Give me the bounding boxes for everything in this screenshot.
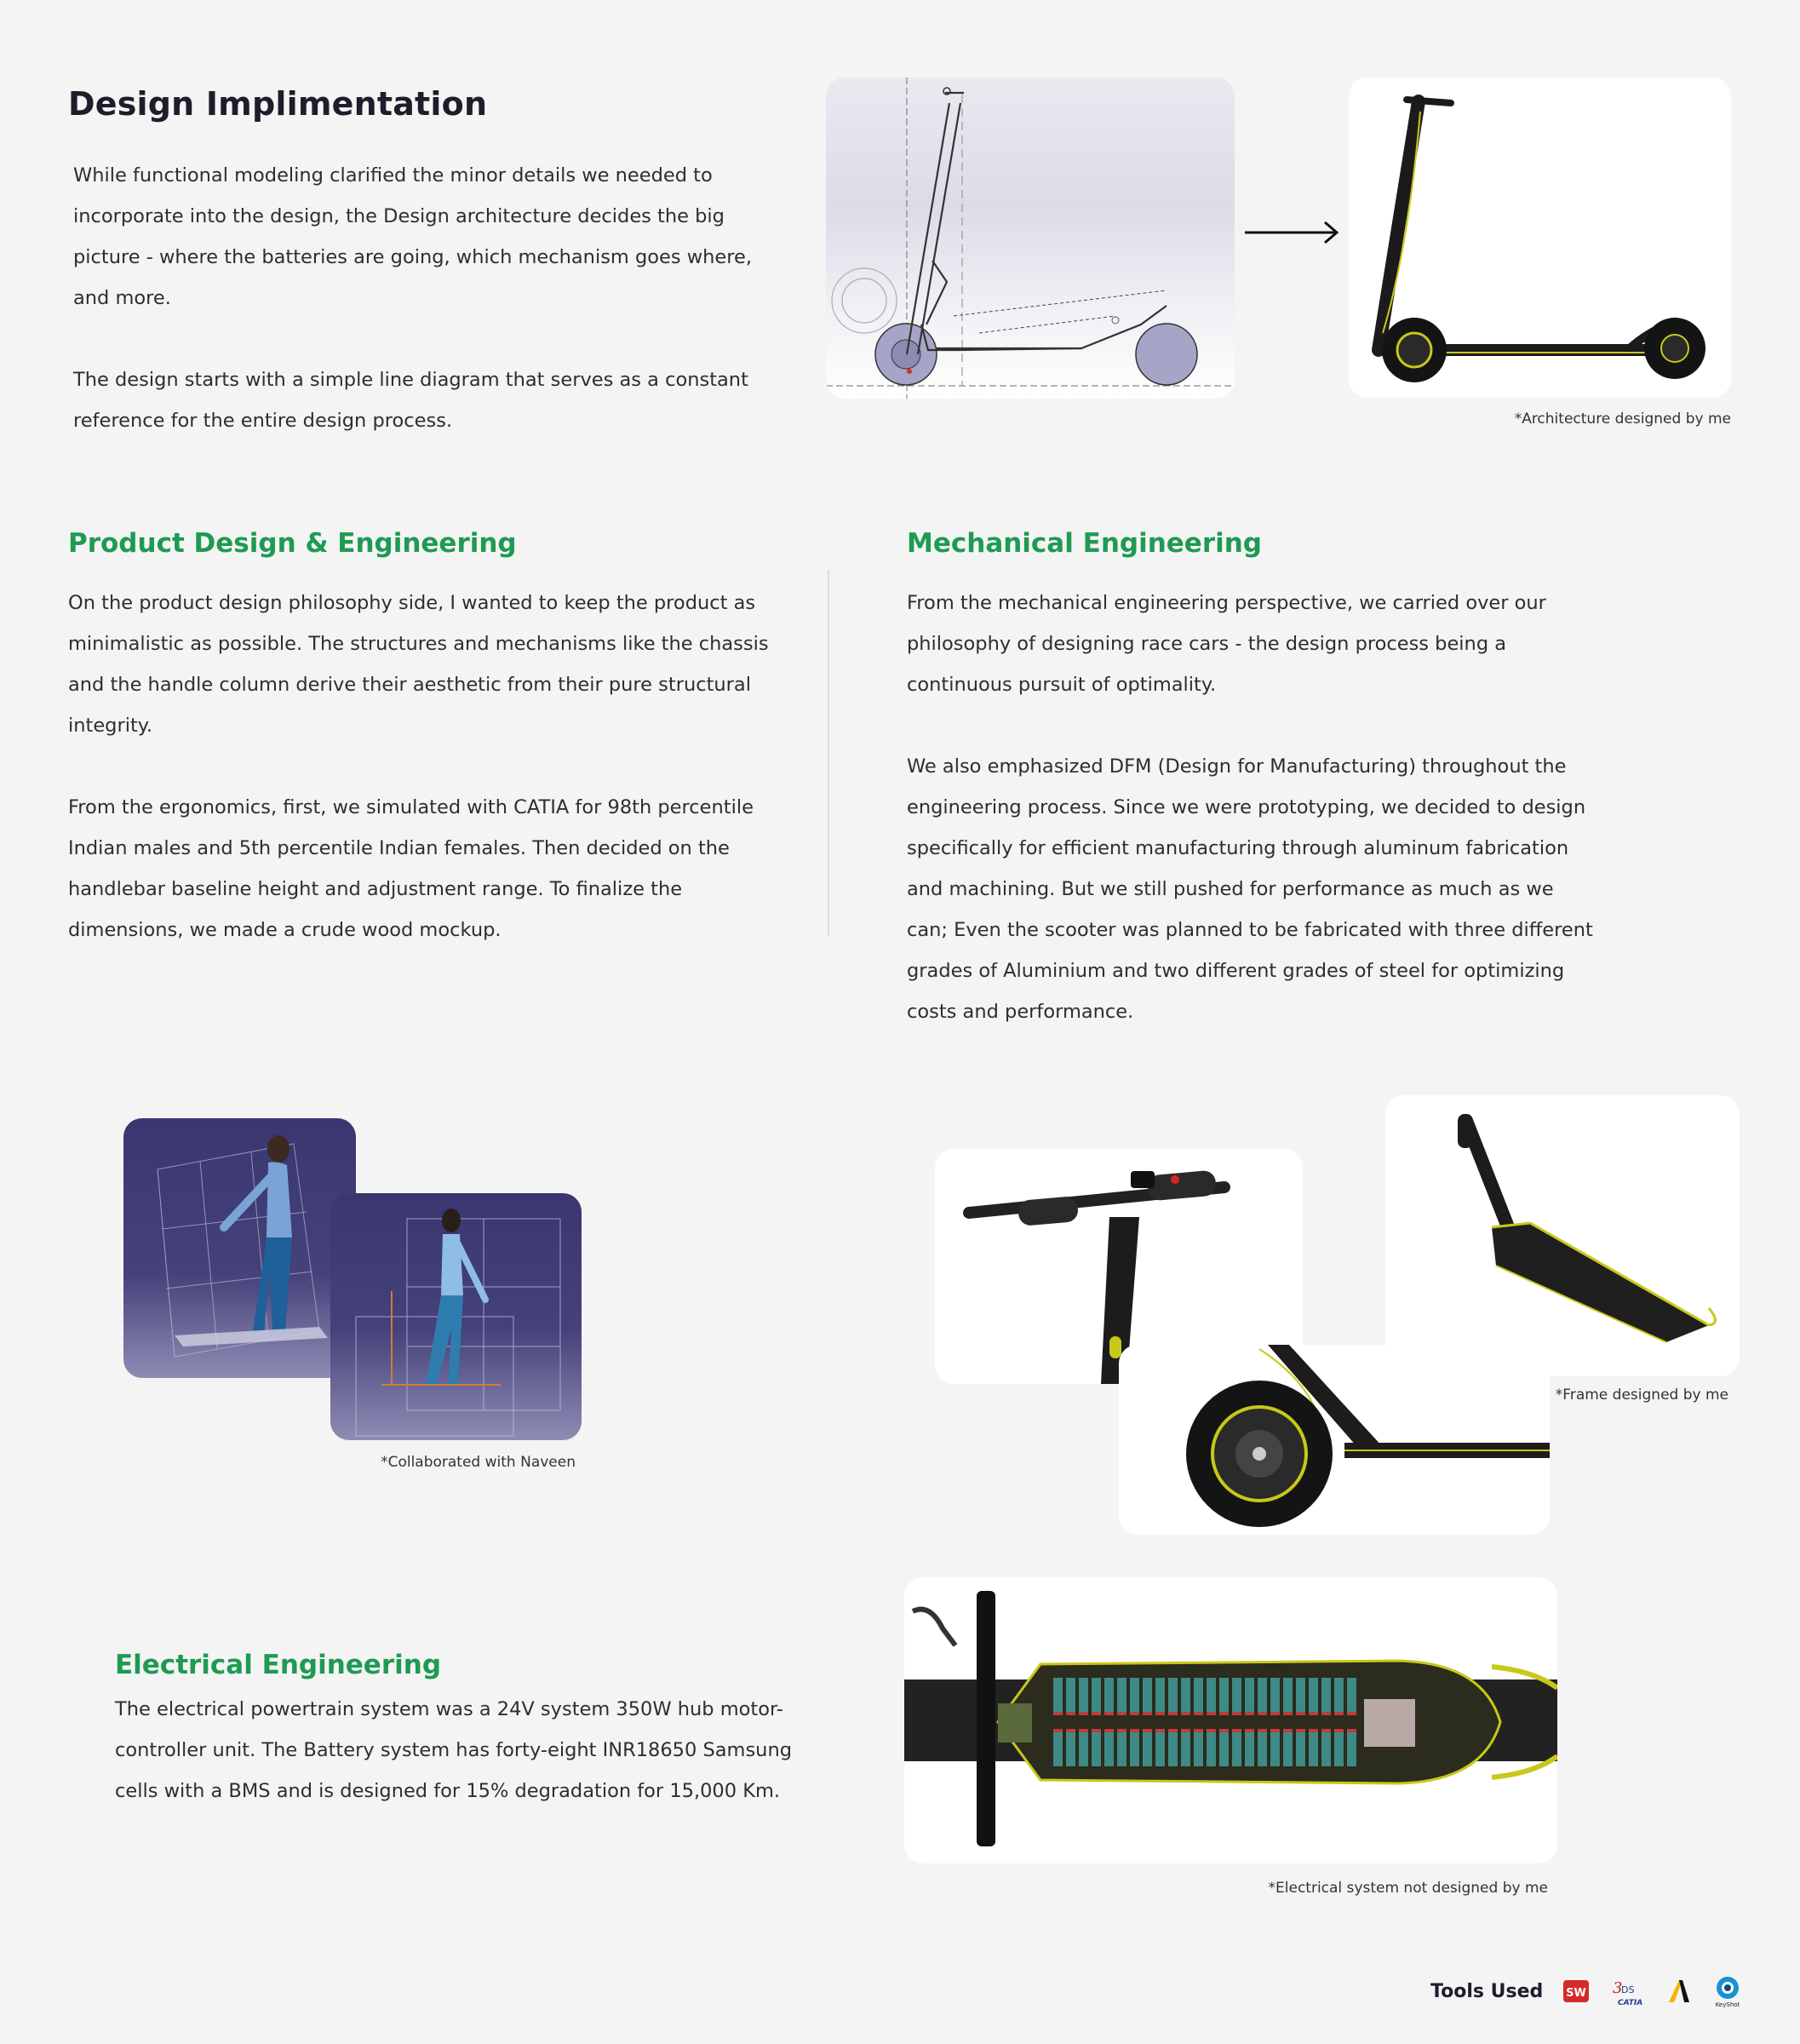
battery-layout-image bbox=[904, 1577, 1557, 1863]
battery-cell-terminal bbox=[1321, 1712, 1331, 1715]
battery-cell-terminal bbox=[1309, 1712, 1318, 1715]
section-divider bbox=[828, 571, 829, 937]
tools-used-label: Tools Used bbox=[1430, 1980, 1544, 2002]
battery-cell-terminal bbox=[1155, 1712, 1165, 1715]
product-design-paragraph-1: On the product design philosophy side, I wanted to keep the product as minimalistic as possible. The structures and mechanisms like the chassis and the handle column derive their aesthetic from their pure structural integrity. bbox=[68, 592, 769, 737]
battery-cell bbox=[1347, 1678, 1356, 1715]
battery-cell bbox=[1219, 1729, 1229, 1766]
battery-cell bbox=[1334, 1678, 1344, 1715]
battery-cell-terminal bbox=[1104, 1729, 1114, 1732]
battery-cell bbox=[1194, 1729, 1203, 1766]
battery-cell bbox=[1104, 1729, 1114, 1766]
battery-cell-terminal bbox=[1270, 1712, 1280, 1715]
battery-cell bbox=[1155, 1678, 1165, 1715]
battery-cell-terminal bbox=[1181, 1712, 1190, 1715]
battery-cell-terminal bbox=[1296, 1712, 1305, 1715]
ergonomics-male-image bbox=[123, 1118, 356, 1378]
battery-cell bbox=[1181, 1678, 1190, 1715]
catia-icon bbox=[1609, 1974, 1645, 2008]
battery-cell-terminal bbox=[1219, 1712, 1229, 1715]
line-diagram-image bbox=[826, 78, 1235, 399]
battery-cell-terminal bbox=[1194, 1729, 1203, 1732]
battery-cell-terminal bbox=[1232, 1729, 1241, 1732]
battery-cell bbox=[1296, 1729, 1305, 1766]
design-impl-text bbox=[73, 155, 780, 441]
battery-cell-terminal bbox=[1296, 1729, 1305, 1732]
battery-cell bbox=[1207, 1678, 1216, 1715]
battery-cell bbox=[1092, 1729, 1101, 1766]
battery-cell-terminal bbox=[1347, 1729, 1356, 1732]
tools-used-bar bbox=[1430, 1974, 1744, 2008]
product-design-text bbox=[68, 583, 775, 950]
battery-cell bbox=[1079, 1729, 1088, 1766]
battery-cell-terminal bbox=[1143, 1712, 1152, 1715]
battery-cell bbox=[1168, 1678, 1178, 1715]
battery-cell bbox=[1283, 1678, 1293, 1715]
battery-cell bbox=[1347, 1729, 1356, 1766]
electrical-caption: *Electrical system not designed by me bbox=[1268, 1880, 1548, 1897]
battery-cell bbox=[1066, 1729, 1075, 1766]
battery-cell-terminal bbox=[1207, 1729, 1216, 1732]
battery-cell-terminal bbox=[1347, 1712, 1356, 1715]
battery-cell-terminal bbox=[1309, 1729, 1318, 1732]
battery-cell-terminal bbox=[1270, 1729, 1280, 1732]
battery-cell bbox=[1168, 1729, 1178, 1766]
design-impl-paragraph-1: While functional modeling clarified the minor details we needed to incorporate into the design, the Design architecture decides the big picture - where the batteries are going, which mechanism goes where, and more. bbox=[73, 164, 753, 309]
design-impl-paragraph-2: The design starts with a simple line diagram that serves as a constant reference for the entire design process. bbox=[73, 369, 748, 432]
battery-cell bbox=[1270, 1678, 1280, 1715]
svg-text:CATIA: CATIA bbox=[1618, 1999, 1643, 2007]
battery-cell-terminal bbox=[1130, 1729, 1139, 1732]
battery-cell-terminal bbox=[1168, 1712, 1178, 1715]
battery-cell bbox=[1130, 1729, 1139, 1766]
battery-cell-terminal bbox=[1130, 1712, 1139, 1715]
battery-cell-terminal bbox=[1232, 1712, 1241, 1715]
battery-cell bbox=[1232, 1678, 1241, 1715]
battery-cell bbox=[1309, 1729, 1318, 1766]
battery-cell bbox=[1104, 1678, 1114, 1715]
battery-cell bbox=[1143, 1678, 1152, 1715]
solidworks-icon bbox=[1562, 1977, 1591, 2006]
battery-cell-terminal bbox=[1219, 1729, 1229, 1732]
battery-cell bbox=[1117, 1729, 1126, 1766]
battery-cell bbox=[1245, 1729, 1254, 1766]
keyshot-icon bbox=[1711, 1974, 1744, 2008]
mechanical-heading: Mechanical Engineering bbox=[907, 528, 1263, 559]
ergonomics-caption: *Collaborated with Naveen bbox=[381, 1454, 576, 1471]
battery-cell-terminal bbox=[1053, 1712, 1063, 1715]
mechanical-text bbox=[907, 583, 1596, 1032]
battery-cell bbox=[1079, 1678, 1088, 1715]
battery-cell-terminal bbox=[1104, 1712, 1114, 1715]
battery-cell-terminal bbox=[1245, 1729, 1254, 1732]
battery-cell bbox=[1296, 1678, 1305, 1715]
battery-cell bbox=[1270, 1729, 1280, 1766]
battery-cell-terminal bbox=[1168, 1729, 1178, 1732]
battery-cell bbox=[1245, 1678, 1254, 1715]
battery-cell-terminal bbox=[1258, 1729, 1267, 1732]
battery-cell-terminal bbox=[1079, 1729, 1088, 1732]
svg-text:3: 3 bbox=[1613, 1979, 1623, 1997]
ergonomics-female-image bbox=[330, 1193, 582, 1440]
autodesk-icon bbox=[1664, 1977, 1693, 2006]
battery-cell bbox=[1207, 1729, 1216, 1766]
battery-cell bbox=[1053, 1678, 1063, 1715]
battery-cell-terminal bbox=[1079, 1712, 1088, 1715]
battery-cell bbox=[1092, 1678, 1101, 1715]
product-design-heading: Product Design & Engineering bbox=[68, 528, 517, 559]
battery-cell bbox=[1321, 1729, 1331, 1766]
product-design-paragraph-2: From the ergonomics, first, we simulated with CATIA for 98th percentile Indian males and 5th percentile Indian females. Then decided on the handlebar baseline height and adjustment range. To finalize the dimensions, we made a crude wood mockup. bbox=[68, 796, 754, 941]
battery-cell bbox=[1053, 1729, 1063, 1766]
battery-cell-terminal bbox=[1117, 1712, 1126, 1715]
battery-cell bbox=[1232, 1729, 1241, 1766]
battery-cell bbox=[1143, 1729, 1152, 1766]
battery-cell bbox=[1181, 1729, 1190, 1766]
battery-cell-terminal bbox=[1245, 1712, 1254, 1715]
battery-cell-terminal bbox=[1194, 1712, 1203, 1715]
battery-cell-terminal bbox=[1283, 1729, 1293, 1732]
arrow-right-icon bbox=[1245, 220, 1340, 245]
scooter-render-image bbox=[1349, 78, 1731, 398]
battery-cell-terminal bbox=[1321, 1729, 1331, 1732]
battery-cell bbox=[1321, 1678, 1331, 1715]
battery-cell bbox=[1130, 1678, 1139, 1715]
battery-cell bbox=[1117, 1678, 1126, 1715]
battery-cell-terminal bbox=[1334, 1712, 1344, 1715]
electrical-heading: Electrical Engineering bbox=[115, 1650, 442, 1680]
battery-cell-terminal bbox=[1143, 1729, 1152, 1732]
svg-text:SW: SW bbox=[1566, 1987, 1587, 2000]
page-title: Design Implimentation bbox=[68, 85, 488, 123]
battery-cell-terminal bbox=[1092, 1712, 1101, 1715]
battery-cell bbox=[1309, 1678, 1318, 1715]
battery-cell-terminal bbox=[1334, 1729, 1344, 1732]
battery-cell-terminal bbox=[1053, 1729, 1063, 1732]
svg-text:DS: DS bbox=[1621, 1984, 1635, 1995]
battery-cell bbox=[1258, 1678, 1267, 1715]
mechanical-paragraph-1: From the mechanical engineering perspective, we carried over our philosophy of designing race cars - the design process being a continuous pursuit of optimality. bbox=[907, 592, 1546, 696]
battery-cell-terminal bbox=[1258, 1712, 1267, 1715]
svg-text:KeyShot: KeyShot bbox=[1715, 2001, 1740, 2008]
battery-cell-terminal bbox=[1181, 1729, 1190, 1732]
battery-cell-terminal bbox=[1117, 1729, 1126, 1732]
battery-cell bbox=[1283, 1729, 1293, 1766]
battery-cell bbox=[1066, 1678, 1075, 1715]
battery-cell-terminal bbox=[1283, 1712, 1293, 1715]
battery-cell bbox=[1194, 1678, 1203, 1715]
battery-cell bbox=[1334, 1729, 1344, 1766]
battery-cell-terminal bbox=[1066, 1729, 1075, 1732]
battery-cell-terminal bbox=[1066, 1712, 1075, 1715]
battery-cell-terminal bbox=[1155, 1729, 1165, 1732]
frame-render-image bbox=[1385, 1095, 1740, 1376]
battery-cell bbox=[1155, 1729, 1165, 1766]
battery-cell bbox=[1258, 1729, 1267, 1766]
mechanical-paragraph-2: We also emphasized DFM (Design for Manufacturing) throughout the engineering process. Since we were prototyping, we decided to design specifically for efficient manufacturing through aluminum fabrication and machining. But we still pushed for performance as much as we can; Even the scooter was planned to be fabricated with three different grades of Aluminium and two different grades of steel for optimizing costs and performance. bbox=[907, 755, 1593, 1023]
battery-cell-terminal bbox=[1092, 1729, 1101, 1732]
battery-cell-terminal bbox=[1207, 1712, 1216, 1715]
frame-caption: *Frame designed by me bbox=[1555, 1387, 1728, 1404]
battery-cell bbox=[1219, 1678, 1229, 1715]
electrical-text: The electrical powertrain system was a 24V system 350W hub motor-controller unit. The Battery system has forty-eight INR18650 Samsung cells with a BMS and is designed for 15% degradation for 15,000 Km. bbox=[115, 1698, 792, 1802]
architecture-caption: *Architecture designed by me bbox=[1514, 411, 1731, 428]
